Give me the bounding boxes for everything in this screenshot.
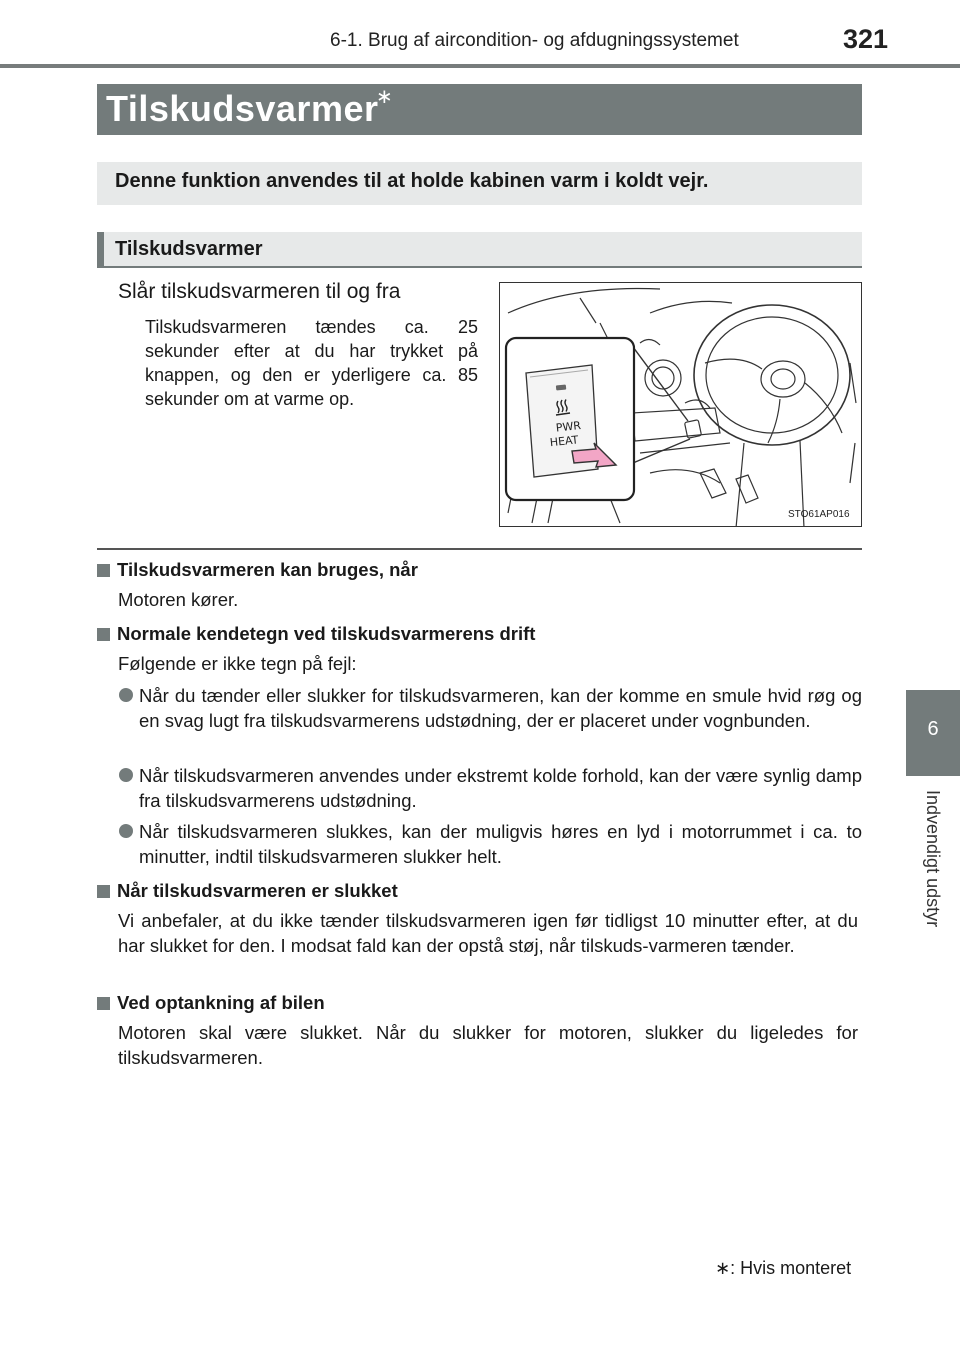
note-heading: Ved optankning af bilen xyxy=(117,992,325,1013)
note-block xyxy=(97,990,862,1080)
square-bullet-icon xyxy=(97,997,110,1010)
figure-code: STO61AP016 xyxy=(788,509,850,520)
page-title: Tilskudsvarmer xyxy=(106,88,379,129)
header-rule xyxy=(0,64,960,68)
note-heading: Når tilskudsvarmeren er slukket xyxy=(117,880,398,901)
bullet-text: Når tilskudsvarmeren slukkes, kan der muligvis høres en lyd i motorrummet i ca. to minutter, indtil tilskudsvarmeren slukker helt. xyxy=(139,821,862,867)
note-text: Motoren skal være slukket. Når du slukker for motoren, slukker du ligeledes for tilskudsvarmeren. xyxy=(118,1022,858,1068)
title-footnote-mark: ∗ xyxy=(376,86,393,108)
button-label-heat: HEAT xyxy=(549,433,580,450)
intro-text: Denne funktion anvendes til at holde kabinen varm i koldt vejr. xyxy=(115,170,709,192)
switch-description: Tilskudsvarmeren tændes ca. 25 sekunder efter at du har trykket på knappen, og den er yderligere ca. 85 sekunder om at varme op. xyxy=(145,317,478,409)
chapter-label-text: Indvendigt udstyr xyxy=(923,790,943,928)
note-text: Vi anbefaler, at du ikke tænder tilskudsvarmeren igen før tidligst 10 minutter efter, at du har slukket for den. I modsat fald kan der opstå støj, når tilskuds-varmeren tænder. xyxy=(118,910,858,956)
round-bullet-icon xyxy=(119,768,133,782)
switch-title: Slår tilskudsvarmeren til og fra xyxy=(118,280,401,303)
note-text: Følgende er ikke tegn på fejl: xyxy=(118,653,357,674)
chapter-label xyxy=(922,790,944,960)
note-heading: Tilskudsvarmeren kan bruges, når xyxy=(117,559,418,580)
round-bullet-icon xyxy=(119,688,133,702)
bullet-text: Når tilskudsvarmeren anvendes under ekstremt kolde forhold, kan der være synlig damp fra tilskudsvarmerens udstødning. xyxy=(139,765,862,811)
square-bullet-icon xyxy=(97,628,110,641)
chapter-number: 6 xyxy=(927,718,939,740)
button-label-pwr: PWR xyxy=(555,419,582,435)
square-bullet-icon xyxy=(97,885,110,898)
note-text: Motoren kører. xyxy=(118,589,239,610)
note-block xyxy=(97,878,862,988)
page-number: 321 xyxy=(843,24,889,54)
section-title: 6-1. Brug af aircondition- og afdugningssystemet xyxy=(330,30,739,51)
footnote: ∗: Hvis monteret xyxy=(715,1258,852,1278)
heater-switch-illustration xyxy=(499,282,862,527)
round-bullet-icon xyxy=(119,824,133,838)
note-block xyxy=(97,621,862,871)
section-divider xyxy=(97,548,862,550)
subsection-title: Tilskudsvarmer xyxy=(115,238,263,260)
note-heading: Normale kendetegn ved tilskudsvarmerens drift xyxy=(117,623,536,644)
bullet-text: Når du tænder eller slukker for tilskudsvarmeren, kan der komme en smule hvid røg og en svag lugt fra tilskudsvarmerens udstødning, der er placeret under vognbunden. xyxy=(139,685,862,731)
dashboard-drawing xyxy=(500,283,862,527)
note-block xyxy=(97,557,862,617)
indicator-light-icon xyxy=(556,384,566,390)
square-bullet-icon xyxy=(97,564,110,577)
